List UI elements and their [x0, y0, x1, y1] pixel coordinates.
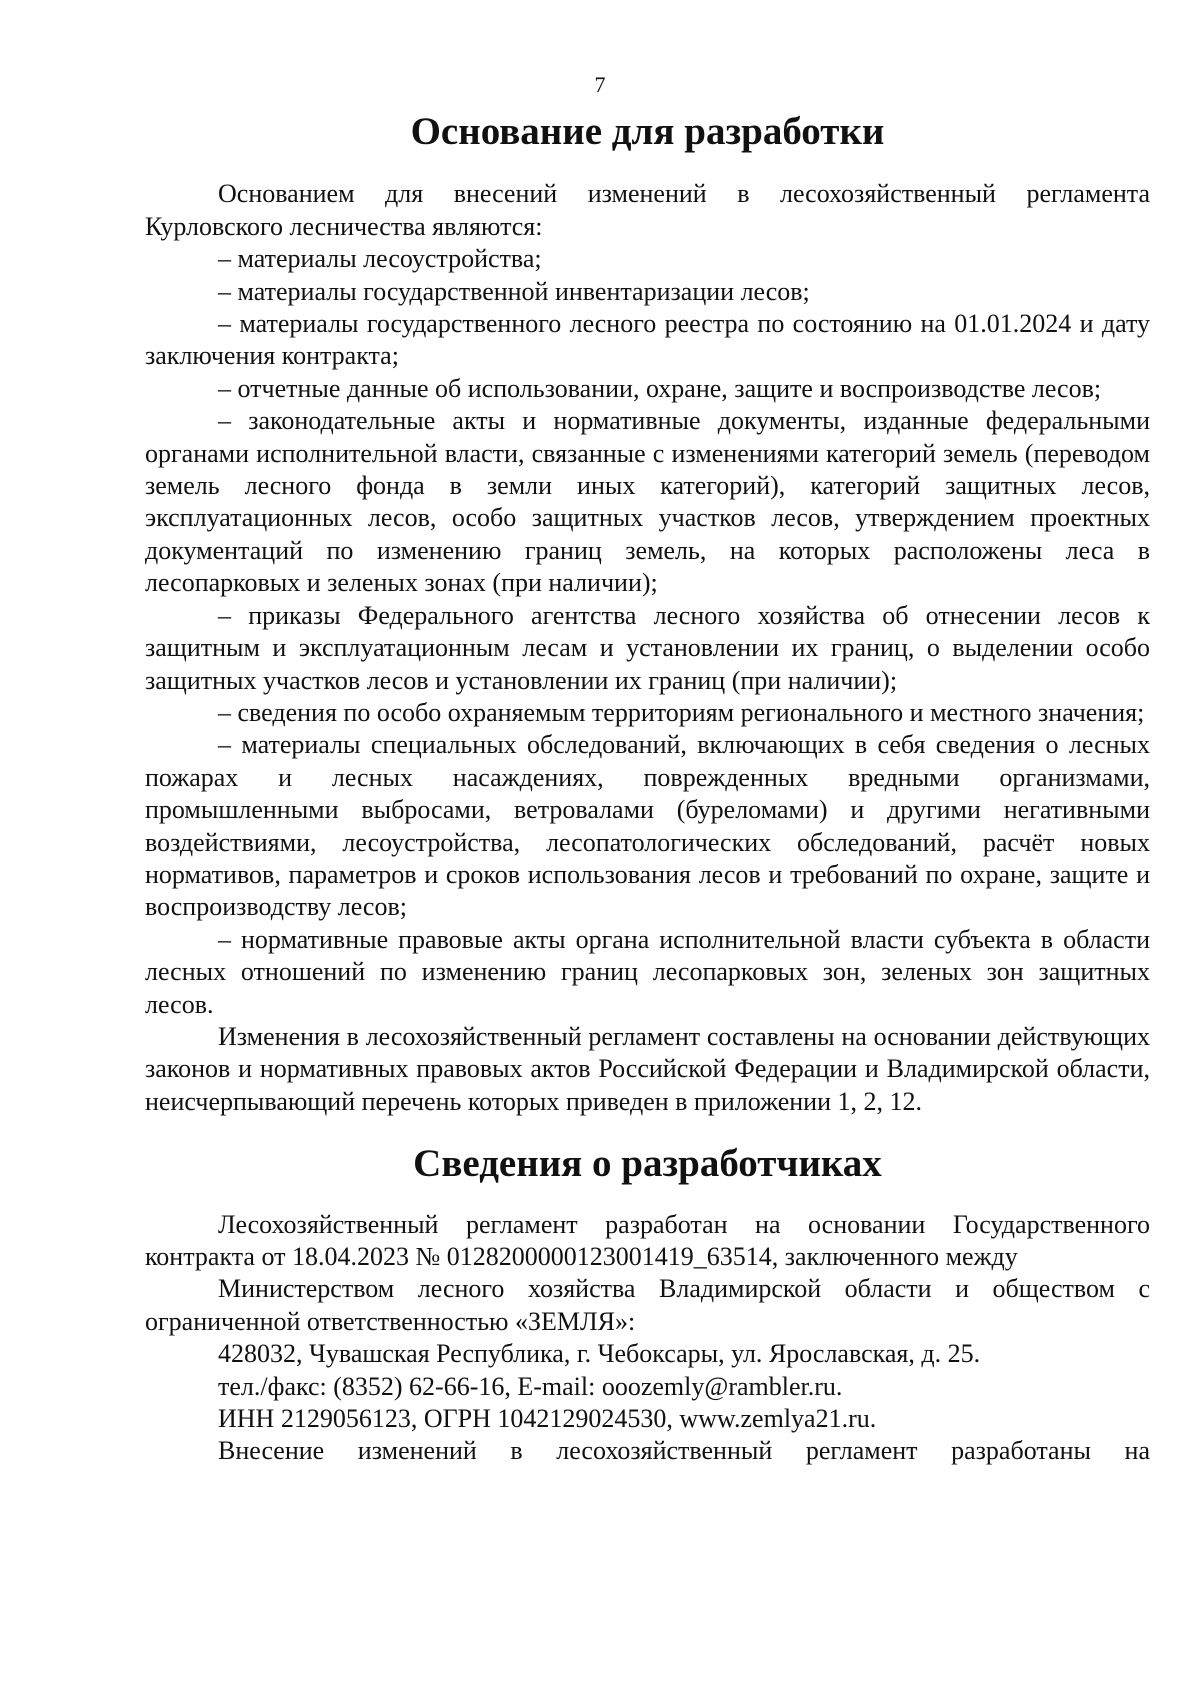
section-heading-developers: Сведения о разработчиках — [413, 1142, 882, 1186]
basis-list-item: – материалы специальных обследований, включающих в себя сведения о лесных пожарах и лесных насаждениях, поврежденных вредными организмами, промышленными выбросами, ветровалами (буреломами) и другими негативными воздействиями, лесоустройства, лесопатологических обследований, расчёт новых нормативов, параметров и сроков использования лесов и требований по охране, защите и воспроизводству лесов; — [145, 730, 1150, 922]
basis-list-item: – отчетные данные об использовании, охране, защите и воспроизводстве лесов; — [218, 373, 1102, 403]
basis-list-item: – приказы Федерального агентства лесного хозяйства об отнесении лесов к защитным и эксплуатационным лесам и установлении их границ, о выделении особо защитных участков лесов и установлении их границ (при наличии); — [145, 600, 1150, 695]
developer-contacts: тел./факс: (8352) 62-66-16, E-mail: ooozemly@rambler.ru. — [218, 1371, 843, 1401]
developer-registration: ИНН 2129056123, ОГРН 1042129024530, www.zemlya21.ru. — [218, 1404, 877, 1434]
page-number: 7 — [594, 72, 606, 97]
page-content — [145, 110, 1150, 1468]
basis-list-item: – сведения по особо охраняемым территориям регионального и местного значения; — [218, 697, 1145, 727]
developers-changes-paragraph: Внесение изменений в лесохозяйственный регламент разработаны на — [218, 1436, 1150, 1466]
basis-intro-paragraph: Основанием для внесений изменений в лесохозяйственный регламента Курловского лесничества являются: — [145, 179, 1150, 241]
basis-list-item: – материалы государственного лесного реестра по состоянию на 01.01.2024 и дату заключения контракта; — [145, 309, 1150, 371]
basis-list-item: – законодательные акты и нормативные документы, изданные федеральными органами исполнительной власти, связанные с изменениями категорий земель (переводом земель лесного фонда в земли иных категорий), категорий защитных лесов, эксплуатационных лесов, особо защитных участков лесов, утверждением проектных документаций по изменению границ земель, на которых расположены леса в лесопарковых и зеленых зонах (при наличии); — [145, 406, 1150, 598]
section-heading-basis: Основание для разработки — [410, 110, 885, 153]
basis-closing-paragraph: Изменения в лесохозяйственный регламент составлены на основании действующих законов и нормативных правовых актов Российской Федерации и Владимирской области, неисчерпывающий перечень которых приведен в приложении 1, 2, 12. — [145, 1021, 1150, 1116]
basis-list-item: – материалы лесоустройства; — [218, 244, 542, 274]
developers-contract-paragraph: Лесохозяйственный регламент разработан на основании Государственного контракта от 18.04.2023 № 0128200000123001419_63514, заключенного между — [145, 1209, 1150, 1271]
developer-address: 428032, Чувашская Республика, г. Чебоксары, ул. Ярославская, д. 25. — [218, 1339, 981, 1369]
developers-parties-paragraph: Министерством лесного хозяйства Владимирской области и обществом с ограниченной ответственностью «ЗЕМЛЯ»: — [145, 1274, 1150, 1336]
basis-list-item: – материалы государственной инвентаризации лесов; — [218, 276, 810, 306]
basis-list-item: – нормативные правовые акты органа исполнительной власти субъекта в области лесных отношений по изменению границ лесопарковых зон, зеленых зон защитных лесов. — [145, 924, 1150, 1019]
